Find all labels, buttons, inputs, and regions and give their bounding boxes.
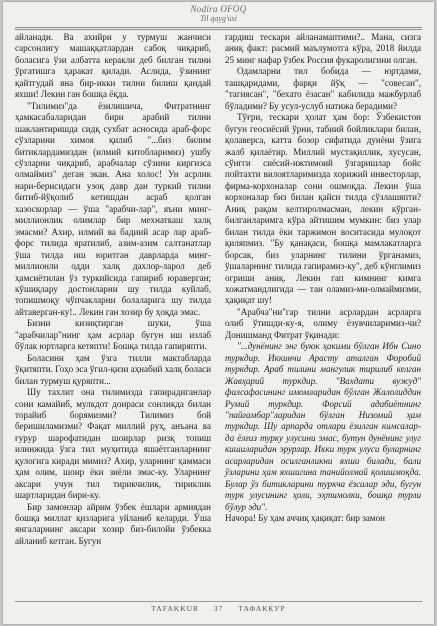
left-column [15, 32, 211, 547]
footer-journal-latin: TAFAKKUR [151, 604, 200, 613]
paragraph: Одамларни тил бобида — юртдами, ташқаридами, фарқи йўқ — "совесан", "тагиясан", "бехато ёзасан" кабилида мажбурлаб бўладими? Бу усул-услуб натижа берадими? [225, 66, 421, 111]
paragraph: Боласини ҳам ўзга тилли мактабларда ўқитяпти. Гоҳо эса ўгил-қизи аҳнабий халқ боласи билан турмуш қуряпти... [15, 352, 212, 386]
footer-journal-cyrillic: ТАФАККУР [238, 604, 286, 613]
quote-paragraph: "...дунёнинг энг буюк ҳакими бўлган Ибн Сино туркдир. Иккинчи Арасту аталган Форобий туркдир. Араб тилини мангулик тирилиб келган Жавҳарий туркдир. "Вахдати вужуд" фалсафасининг имомларидан бўлган Жалолиддин Румий туркдир. Форсий адабиётнинг "пайғамбар"ларидан бўлган Низомий ҳам туркдир. Шу арпарда отлари ёзилган кимсалар-да ёлғиз турку улусини эмас, бутун дунёнинг улуг кишиларидан эрурлар. Икки турк улуси буларнинг асарларидан осилганликни яхши билади, бали ўзларини ҳам яхшигина танийолмай қолишмоқда. Булар ўз битикларини туркча ёзсалар эди, бугун турк улусининг ҳоли, эҳтимолки, бошқа турли бўлур эди". [225, 341, 421, 512]
running-header [3, 4, 434, 23]
header-title: Til qayg'usi [199, 14, 238, 23]
paragraph: "Арабча"ни"гар тилни асрлардан асрларга олиб ўтишди-ку-я, олиму ёзувчиларимиз-чи? Донишманд Фитрат ўқинади: [225, 306, 421, 340]
page-footer [3, 604, 434, 613]
paragraph: айланади. Ва ахийри у турмуш жанчиси сарсонлигу машаққатлардан сабоқ чиқариб, боласига ўзи албатта керакли деб билган тилни ўргатишга ҳаракат қилади. Аслида, ўзининг қайтгудай яна бир-икки тилни билиш қандай яхши! Лекин ган бошқа ёқда. [15, 32, 211, 100]
journal-page [3, 2, 434, 624]
paragraph: Начора! Бу ҳам аччиқ ҳақиқат: бир замон [225, 513, 386, 524]
header-rule [15, 27, 422, 30]
paragraph: Шу тахлит она тилимизда гапирадиганлар сони камайиб, мулкдот доираси сонликда билан торайиб борямизми? Тилимиз бой беришиламизми? Фақат миллий руҳ, анъана ва ғурур шарофатидан шоирлар ризқ топиш илинжида ўзга тил муҳитида яшаётганларнинг қулогига киради мимиз? Ахир, уларнинг ҳаммаси ҳам олим, шоир ёки зиёли эмас-ку. Уларнинг аксари учун тил тирикчилик, тириклик шартларидан бири-ку. [15, 387, 211, 501]
paragraph: Бир замонлар айрим ўзбек ёшлари армиядан бошқа миллат қизларига уйланиб келарди. Ўша янгаларнинг аксари хозир биз-билойи ўзбекка айланиб кетган. Бугун [15, 501, 211, 546]
paragraph: Бизни кизиқтирган шуки, ўша "арабчилар"нинг ҳам асрлар бугун иш излаб бўлак юртларга кетяпти! Бошқа тилда гапиряпти. [15, 318, 211, 352]
paragraph: "Тилимиз"да ёзилишича, Фитратнинг ҳамкасабаларидан бири арабий тилни шаклантиришда сидқ сухбат асносида араб-форс сўзларини химоя қилиб "...биз билим битиклардамиздан (илмий китобларимиз) ушбу сўзларни чиқариб, арабчалар сўзини киргизса олмаймиз" деган экан. Ана холос! Ун асрлик нари-берисидаги узоқ давр дан туркий тилни битиб-йўқолиб кетишдан асраб қолган хазоскорлар — ўша "арабчи-лар", яъни минг-миллионлик олимлар бир мехнаткаш халқ эмасми? Ахир, илмий ва бадиий асар лар араб-форс тилида яратилиб, азим-азим салтанатлар ўша тилда иш юритган даврларда минг-миллионли одди халқ дахлор-ларол деб ҳамсиётилан ўз туркийсида гапириб юраверган; кўшиқлару достонларни шу тилда куйлаб, топишмоқу чўпчакларни болаларига шу тилда айтаверган-ку!.. Лекин ган хозир бу ҳоқда эмас. [15, 100, 211, 317]
right-column [225, 32, 421, 524]
header-author: Nodira OFOQ [190, 4, 247, 14]
paragraph: гардиш тескари айланамаптими?.. Мана, сизга аниқ факт: расмий маълумотга кўра, 2018 йилда 25 минг нафар ўзбек Россия фукаролигини олган. [225, 32, 421, 65]
footer-rule [15, 601, 422, 602]
page-number: 37 [213, 604, 224, 613]
paragraph: Тўғри, тескари ҳолат ҳам бор: Ўзбекистон бугун геосиёсий ўрни, табиий бойликлари билан, қолаверса, катта бозор сифатида дунёни ўзига жалб қилаётир. Миллий мустақиллик, хусусан, сўнгги сиёсий-ижтимоий ўзгаришлар бойс пойтахти вилоятларимизда хорижий инвесторлар, фирма-корхоналар сони ошмоқда. Лекин ўша корхоналар биз билан қайси тилда сўзлашяпти? Аниқ рақам келтиролмасман, лекин кўрган-билганларимга кўра айтишим мумкин: биз улар билан тилда ёки таржимон воситасида мулоқот қиляпмиз. "Бу қанақаси, бошқа мамлакатларга борсак, биз уларнинг тилини ўрганамиз, ўшаларнинг тилида гапирамиз-ку", деб кўнглимиз огриши аниқ. Лекин гап кимнинг кимга хожатмандлигида — тан оламиз-ми-олмаймизми, ҳақиқат шу! [225, 112, 421, 306]
